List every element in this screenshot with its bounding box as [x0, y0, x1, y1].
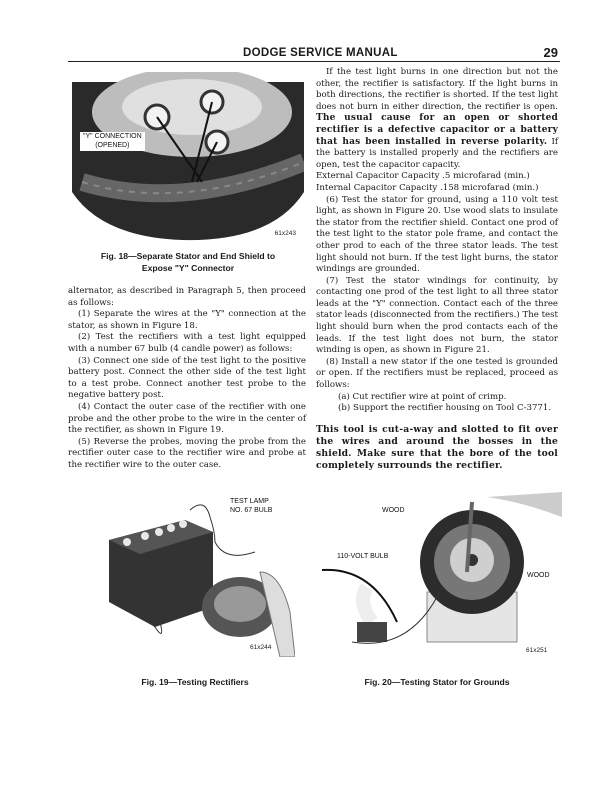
fig19-photo: [95, 492, 295, 657]
label-line1: "Y" CONNECTION: [83, 133, 142, 140]
step-8b: (b) Support the rectifier housing on Tool C-3771.: [338, 403, 552, 414]
test-lamp-label: [230, 498, 272, 515]
battery-test-illustration: [95, 492, 295, 657]
step-3: (3) Connect one side of the test light to the positive battery post. Connect the other side of the test light to a test probe. Connect another test probe to the negative battery post.: [68, 355, 306, 401]
figure-code: 61x244: [250, 644, 272, 651]
page-number: 29: [543, 45, 558, 60]
step-6: (6) Test the stator for ground, using a 110 volt test light, as shown in Figure 20. Use wood slats to insulate the stator from the rectifier shield. Contact one prod of the test light to the stator pole frame, and contact the other prod to each of the three stator leads. The test light should not burn. If the test light burns, the stator windings are grounded.: [316, 194, 558, 275]
bulb-label: 110-VOLT BULB: [337, 553, 389, 560]
stator-photo-illustration: [72, 72, 304, 242]
label-line2: NO. 67 BULB: [230, 506, 273, 514]
caption-line1: Fig. 18—Separate Stator and End Shield to: [100, 251, 276, 261]
figure-code: 61x251: [526, 647, 548, 654]
manual-title: DODGE SERVICE MANUAL: [243, 47, 398, 59]
paragraph: alternator, as described in Paragraph 5, then proceed as follows:: [68, 286, 306, 308]
text: If the battery is installed properly and the rectifiers are open, test the capacitor capacity.: [316, 136, 559, 170]
fig18-caption: [72, 251, 304, 274]
label-line1: TEST LAMP: [230, 498, 269, 505]
wood-label-right: WOOD: [527, 572, 550, 579]
fig20-photo: [312, 492, 562, 662]
step-8a: (a) Cut rectifier wire at point of crimp.: [338, 391, 507, 402]
step-4: (4) Contact the outer case of the rectifier with one probe and the other probe to the wire in the center of the rectifier, as shown in Figure 19.: [68, 401, 306, 436]
wood-label-top: WOOD: [382, 507, 405, 514]
bold-text: The usual cause for an open or shorted rectifier is a defective capacitor or a battery that has been installed in reverse polarity.: [316, 113, 558, 147]
spec-internal-capacitor: Internal Capacitor Capacity .158 microfarad (min.): [316, 182, 539, 193]
step-7: (7) Test the stator windings for continuity, by contacting one prod of the test light to all three stator leads at the "Y" connection. Contact each of the three stator leads (disconnected from the rectifiers.) The test light should burn when the prod contacts each of the leads. If the test light does not burn, the stator winding is open, as shown in Figure 21.: [316, 275, 558, 356]
spec-external-capacitor: External Capacitor Capacity .5 microfarad (min.): [316, 171, 530, 182]
step-8: (8) Install a new stator if the one tested is grounded or open. If the rectifiers must be replaced, proceed as follows:: [316, 356, 558, 391]
step-2: (2) Test the rectifiers with a test light equipped with a number 67 bulb (4 candle power) as follows:: [68, 332, 306, 354]
y-connection-label: [80, 132, 145, 151]
fig18-photo: [72, 72, 304, 242]
step-1: (1) Separate the wires at the "Y" connection at the stator, as shown in Figure 18.: [68, 309, 306, 331]
step-5: (5) Reverse the probes, moving the probe from the rectifier outer case to the rectifier wire and probe at the rectifier wire to the outer case.: [68, 436, 306, 470]
fig20-caption: Fig. 20—Testing Stator for Grounds: [364, 677, 510, 687]
caption-line2: Expose "Y" Connector: [141, 262, 235, 273]
left-column-text: [68, 286, 306, 472]
figure-code: 61x243: [274, 230, 296, 237]
fig19-caption: Fig. 19—Testing Rectifiers: [141, 677, 249, 687]
paragraph-rectifier-result: [316, 67, 558, 171]
page-header: [68, 45, 560, 62]
right-column-text: [316, 67, 558, 472]
bold-note: This tool is cut-a-way and slotted to fit over the wires and around the bosses in the shield. Make sure that the bore of the tool completely surrounds the rectifier.: [316, 423, 558, 471]
label-line2: (OPENED): [95, 141, 130, 149]
text: If the test light burns in one direction but not the other, the rectifier is satisfactory. If the light burns in both directions, the rectifier is shorted. If the test light does not burn in either direction, the rectifier is open.: [316, 67, 558, 112]
stator-ground-test-illustration: [312, 492, 562, 662]
